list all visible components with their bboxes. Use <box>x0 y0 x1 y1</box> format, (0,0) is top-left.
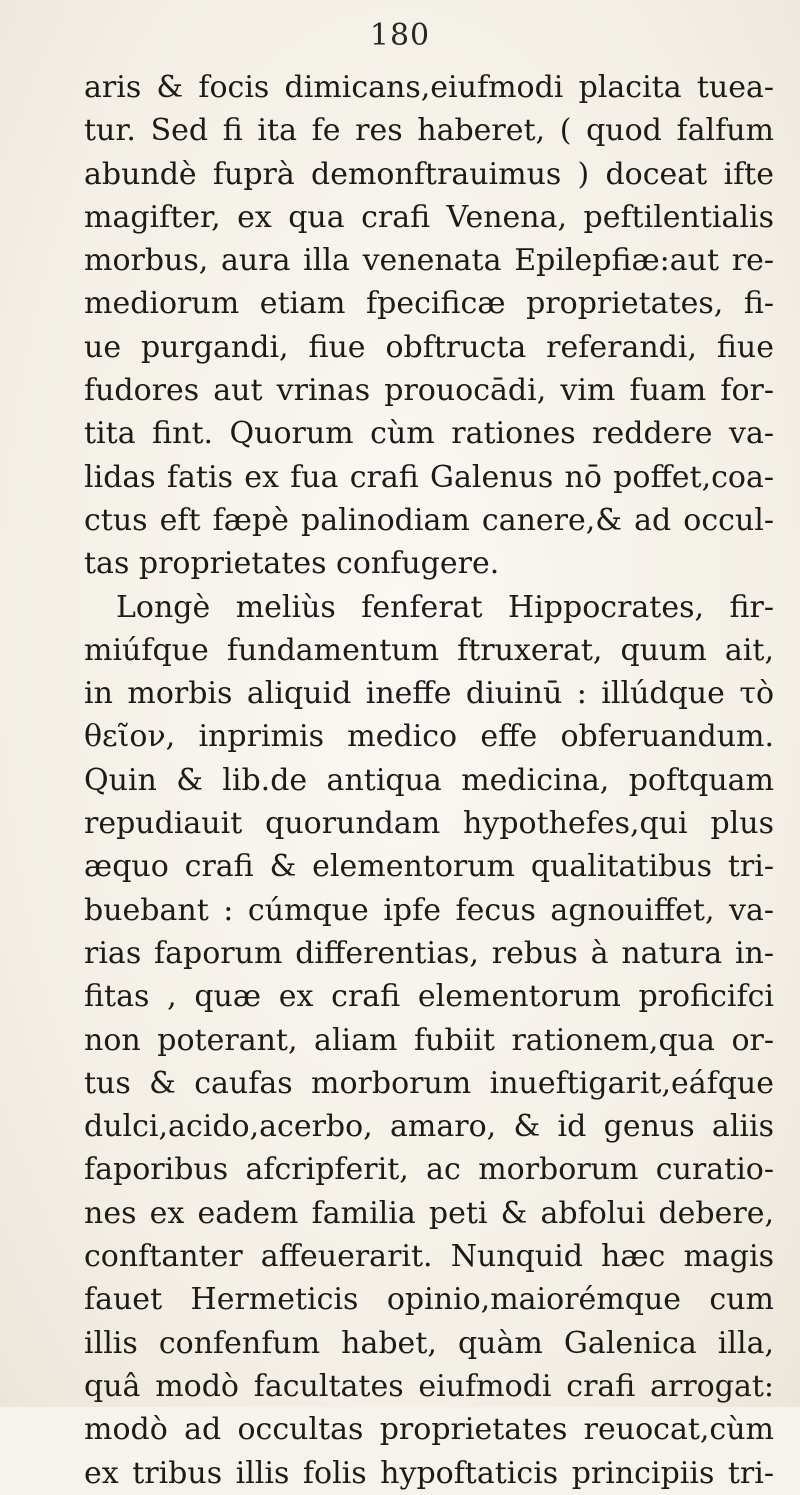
text-line: tita fint. Quorum cùm rationes reddere va- <box>84 416 774 452</box>
text-line: illis confenfum habet, quàm Galenica illa, <box>84 1325 774 1361</box>
text-line: fudores aut vrinas prouocādi, vim fuam for- <box>84 373 774 409</box>
text-line: æquo crafi & elementorum qualitatibus tri- <box>84 849 774 885</box>
text-line: faporibus afcripferit, ac morborum curatio- <box>84 1152 774 1188</box>
text-line: morbus, aura illa venenata Epilepfiæ:aut re- <box>84 243 774 279</box>
text-line: rias faporum differentias, rebus à natura in- <box>84 935 774 971</box>
body-text <box>84 66 774 1495</box>
text-line: Longè meliùs fenferat Hippocrates, fir- <box>116 589 774 625</box>
text-line: ue purgandi, fiue obftructa referandi, fiue <box>84 329 774 365</box>
text-line: lidas fatis ex fua crafi Galenus nō poffet,coa- <box>84 459 774 495</box>
text-line: buebant : cúmque ipfe fecus agnouiffet, va- <box>84 892 774 928</box>
text-line: modò ad occultas proprietates reuocat,cùm <box>84 1412 774 1448</box>
text-line: conftanter affeuerarit. Nunquid hæc magis <box>84 1239 774 1275</box>
text-line: in morbis aliquid ineffe diuinū : illúdque τὸ <box>84 676 774 712</box>
text-line: miúfque fundamentum ftruxerat, quum ait, <box>84 632 774 668</box>
text-line: tur. Sed fi ita fe res haberet, ( quod falfum <box>84 113 774 149</box>
text-line: tas proprietates confugere. <box>84 546 500 582</box>
text-line: non poterant, aliam fubiit rationem,qua or- <box>84 1022 774 1058</box>
text-line: ex tribus illis folis hypoftaticis principiis tri- <box>84 1455 774 1491</box>
text-line: fauet Hermeticis opinio,maiorémque cum <box>84 1282 774 1318</box>
page-number: 180 <box>369 18 431 53</box>
text-line: ctus eft fæpè palinodiam canere,& ad occul- <box>84 502 774 538</box>
text-line: aris & focis dimicans,eiufmodi placita tuea- <box>84 70 774 105</box>
text-line: mediorum etiam fpecificæ proprietates, fi- <box>84 286 774 322</box>
text-line: quâ modò facultates eiufmodi crafi arrogat: <box>84 1368 774 1404</box>
text-line: dulci,acido,acerbo, amaro, & id genus aliis <box>84 1109 774 1145</box>
text-line: Quin & lib.de antiqua medicina, poftquam <box>84 762 774 798</box>
text-line: θεῖον, inprimis medico effe obferuandum. <box>84 719 774 755</box>
text-line: repudiauit quorundam hypothefes,qui plus <box>84 806 774 842</box>
text-line: fitas , quæ ex crafi elementorum proficifci <box>84 979 774 1015</box>
text-line: nes ex eadem familia peti & abfolui debere, <box>84 1195 774 1231</box>
text-line: abundè fuprà demonftrauimus ) doceat ifte <box>84 156 774 192</box>
text-line: tus & caufas morborum inueftigarit,eáfque <box>84 1065 774 1101</box>
text-line: magifter, ex qua crafi Venena, peftilentialis <box>84 199 774 235</box>
